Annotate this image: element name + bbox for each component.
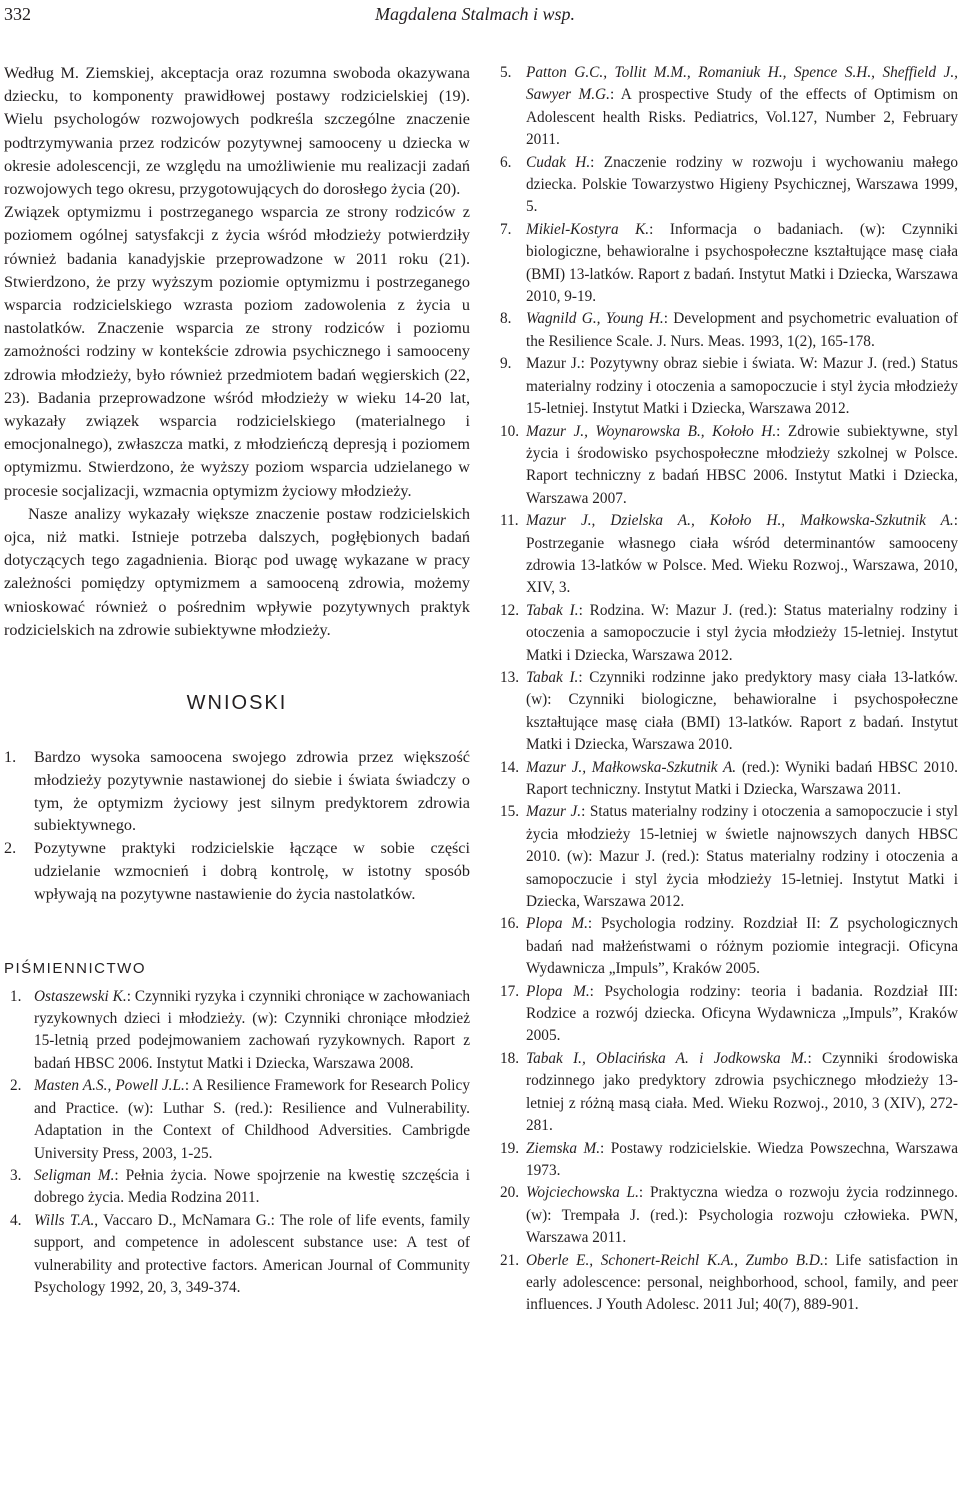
reference-item	[4, 1165, 470, 1210]
reference-item	[500, 1138, 958, 1183]
running-head: Magdalena Stalmach i wsp.	[375, 4, 575, 24]
reference-text: : Zdrowie subiektywne, styl życia i środowisko psychospołeczne młodzieży szkolnej w Polsce. Raport techniczny z badań HBSC 2006. Instytut Matki i Dziecka, Warszawa 2007.	[526, 422, 959, 507]
reference-number: 15.	[500, 803, 520, 821]
reference-authors: Mikiel-Kostyra K.	[526, 220, 650, 238]
reference-number: 5.	[500, 64, 512, 81]
body-paragraph: Związek optymizmu i postrzeganego wsparcia ze strony rodziców z poziomem ogólnej satysfakcji z życia wśród młodzieży potwierdziły również badania kanadyjskie przeprowadzone w 2011 roku (21). Stwierdzono, że przy wyższym poziomie optymizmu i postrzeganego wsparcia rodzicielskiego wzrasta poziom zadowolenia z życia u nastolatków. Znaczenie wsparcia ze strony rodziców i poziomu zamożności rodziny w kontekście zdrowia psychicznego i samooceny zdrowia młodzieży, było również przedmiotem badań węgierskich (22, 23). Badania przeprowadzone wśród młodzieży w wieku 14-20 lat, wykazały związek wsparcia rodzicielskiego (materialnego i emocjonalnego), zwłaszcza matki, z młodzieńczą depresją i poziomem optymizmu. Stwierdzono, że wyższy poziom wsparcia udzielanego w procesie socjalizacji, wzmacnia optymizm życiowy młodzieży.	[4, 203, 470, 500]
reference-item	[500, 757, 958, 802]
body-paragraph: Nasze analizy wykazały większe znaczenie postaw rodzicielskich ojca, niż matki. Istnieje potrzeba dalszych, pogłębionych badań dotyczących tego zagadnienia. Biorąc pod uwagę wykazane w pracy zależności pomiędzy optymizmem a samooceną zdrowia, możemy wnioskować również o pośrednim wpływie pozytywnych praktyk rodzicielskich na zdrowie subiektywne młodzieży.	[4, 504, 470, 639]
body-paragraph: Według M. Ziemskiej, akceptacja oraz rozumna swoboda okazywana dziecku, to komponenty prawidłowej postawy rodzicielskiej (19). Wielu psychologów rozwojowych podkreśla szczególne znaczenie podtrzymywania przez rodziców pozytywnej samooceny u dziecka w okresie adolescencji, ze względu na umożliwienie mu realizacji zadań rozwojowych tego okresu, przygotowujących do dorosłego życia (20).	[4, 64, 470, 199]
reference-number: 4.	[10, 1211, 22, 1229]
reference-item	[500, 1250, 958, 1317]
reference-authors: Ostaszewski K.	[34, 987, 127, 1005]
reference-number: 18.	[500, 1049, 520, 1067]
conclusions-heading: WNIOSKI	[186, 692, 288, 715]
reference-text: (red.): Wyniki badań HBSC 2010. Raport techniczny. Instytut Matki i Dziecka, Warszawa 2011.	[526, 758, 958, 798]
reference-number: 9.	[500, 355, 512, 373]
reference-number: 3.	[10, 1166, 22, 1184]
reference-item	[500, 152, 958, 219]
reference-number: 10.	[500, 422, 520, 440]
reference-number: 8.	[500, 310, 512, 328]
reference-number: 20.	[500, 1184, 520, 1202]
reference-text: : Development and psychometric evaluation of the Resilience Scale. J. Nurs. Meas. 1993, 1(2), 165-178.	[526, 310, 958, 350]
reference-item	[4, 1075, 470, 1165]
reference-text: : Czynniki środowiska rodzinnego jako predyktory zdrowia psychicznego młodzieży 13-letniej z różną masą ciała. Med. Wieku Rozwoj., 2010, 3 (XIV), 272-281.	[526, 1049, 958, 1135]
reference-item	[500, 308, 958, 353]
conclusion-number: 2.	[4, 839, 17, 858]
reference-text: Mazur J.: Pozytywny obraz siebie i świata. W: Mazur J. (red.) Status materialny rodziny i otoczenia a samopoczucie i styl życia młodzieży 15-letniej. Instytut Matki i Dziecka, Warszawa 2012.	[526, 355, 958, 418]
reference-number: 1.	[10, 987, 22, 1005]
reference-number: 7.	[500, 220, 512, 238]
conclusion-text: Bardzo wysoka samoocena swojego zdrowia przez większość młodzieży pozytywnie nastawionej do siebie i świata świadczy o tym, że optymizm życiowy jest silnym predyktorem zdrowia subiektywnego.	[34, 748, 470, 835]
reference-number: 16.	[500, 915, 520, 933]
reference-item	[500, 913, 958, 980]
reference-text: : Znaczenie rodziny w rozwoju i wychowaniu małego dziecka. Polskie Towarzystwo Higieny Psychicznej, Warszawa 1999, 5.	[526, 153, 958, 216]
conclusions-list	[4, 746, 470, 906]
reference-authors: Wills T.A.	[34, 1211, 95, 1229]
reference-number: 17.	[500, 982, 520, 1000]
reference-text: : Czynniki ryzyka i czynniki chroniące w zachowaniach ryzykownych dzieci i młodzieży. (w): Czynniki chroniące młodzież 15-letnią przed podejmowaniem zachowań ryzykownych. Raport z badań HBSC 2006. Instytut Matki i Dziecka, Warszawa 2008.	[34, 987, 470, 1072]
reference-item	[500, 600, 958, 667]
reference-authors: Cudak H.	[526, 153, 591, 171]
reference-item	[4, 1210, 470, 1300]
references-heading: PIŚMIENNICTWO	[4, 959, 146, 977]
reference-text: : A Resilience Framework for Research Policy and Practice. (w): Luthar S. (red.): Resilience and Vulnerability. Adaptation in the Context of Childhood Adversities. Cambrigde University Press, 2003, 1-25.	[34, 1077, 470, 1162]
reference-authors: Mazur J.	[526, 803, 582, 821]
reference-text: : Psychologia rodziny. Rozdział II: Z psychologicznych badań nad małżeństwami o różnym poziomie integracji. Oficyna Wydawnicza „Impuls”, Kraków 2005.	[526, 915, 958, 978]
reference-text: : A prospective Study of the effects of Optimism on Adolescent health Risks. Pediatrics, Vol.127, Number 2, February 2011.	[526, 86, 959, 149]
page-number: 332	[4, 4, 31, 24]
reference-authors: Seligman M.	[34, 1166, 115, 1184]
reference-authors: Wagnild G., Young H.	[526, 310, 664, 328]
reference-number: 19.	[500, 1139, 520, 1157]
reference-authors: Tabak I.	[526, 668, 579, 686]
conclusion-number: 1.	[4, 748, 17, 767]
reference-text: : Informacja o badaniach. (w): Czynniki biologiczne, behawioralne i psychospołeczne kształtujące masę ciała (BMI) 13-latków. Raport z badań. Instytut Matki i Dziecka, Warszawa 2010, 9-19.	[526, 220, 958, 306]
reference-number: 14.	[500, 758, 520, 776]
right-column	[500, 62, 958, 1317]
conclusion-item	[4, 746, 470, 837]
reference-number: 13.	[500, 668, 520, 686]
reference-text: : Postawy rodzicielskie. Wiedza Powszechna, Warszawa 1973.	[526, 1139, 958, 1179]
reference-text: : Postrzeganie własnego ciała wśród determinantów samooceny zdrowia 13-latków w Polsce. Med. Wieku Rozwoj., Warszawa, 2010, XIV, 3.	[526, 512, 958, 597]
reference-authors: Wojciechowska L.	[526, 1184, 639, 1202]
reference-item	[500, 981, 958, 1048]
left-column	[4, 62, 470, 1299]
reference-text: : Life satisfaction in early adolescence: personal, neighborhood, school, family, and peer influences. J Youth Adolesc. 2011 Jul; 40(7), 889-901.	[526, 1251, 958, 1314]
page-header	[0, 0, 960, 40]
reference-item	[500, 801, 958, 913]
references-list-right	[500, 62, 958, 1317]
reference-number: 6.	[500, 153, 512, 171]
reference-number: 11.	[500, 512, 519, 530]
conclusion-text: Pozytywne praktyki rodzicielskie łączące w sobie części udzielanie wzmocnień i dobrą kontrolę, w istotny sposób wpływają na pozytywne nastawienie do życia nastolatków.	[34, 839, 470, 903]
reference-authors: Patton G.C., Tollit M.M., Romaniuk H., Spence S.H., Sheffield J., Sawyer M.G.	[526, 64, 958, 104]
reference-item	[500, 510, 958, 600]
reference-number: 2.	[10, 1077, 22, 1095]
reference-item	[500, 1182, 958, 1249]
reference-item	[500, 219, 958, 309]
reference-authors: Ziemska M.	[526, 1139, 601, 1157]
reference-authors: Oberle E., Schonert-Reichl K.A., Zumbo B.D.	[526, 1251, 824, 1269]
reference-text: : Czynniki rodzinne jako predyktory masy ciała 13-latków. (w): Czynniki biologiczne, behawioralne i psychospołeczne kształtujące masę ciała (BMI) 13-latków. Raport z badań. Instytut Matki i Dziecka, Warszawa 2010.	[526, 668, 958, 754]
reference-authors: Tabak I.	[526, 601, 579, 619]
reference-number: 21.	[500, 1251, 520, 1269]
conclusion-item	[4, 837, 470, 905]
reference-item	[500, 667, 958, 757]
reference-authors: Mazur J., Małkowska-Szkutnik A.	[526, 758, 737, 776]
reference-authors: Tabak I., Oblacińska A. i Jodkowska M.	[526, 1049, 808, 1067]
reference-item	[500, 353, 958, 420]
reference-item	[4, 986, 470, 1076]
reference-text: : Praktyczna wiedza o rozwoju życia rodzinnego. (w): Trempała J. (red.): Psychologia rozwoju człowieka. PWN, Warszawa 2011.	[526, 1184, 958, 1247]
reference-item	[500, 421, 958, 511]
reference-item	[500, 1048, 958, 1138]
reference-authors: Plopa M.	[526, 982, 590, 1000]
reference-authors: Plopa M.	[526, 915, 588, 933]
reference-text: , Vaccaro D., McNamara G.: The role of life events, family support, and competence in adolescent substance use: A test of vulnerability and protective factors. American Journal of Community Psychology 1992, 20, 3, 349-374.	[34, 1211, 470, 1296]
references-list-left	[4, 986, 470, 1300]
reference-text: : Psychologia rodziny: teoria i badania. Rozdział III: Rodzice a rozwój dziecka. Oficyna Wydawnicza „Impuls”, Kraków 2005.	[526, 982, 958, 1045]
reference-text: : Rodzina. W: Mazur J. (red.): Status materialny rodziny i otoczenia a samopoczucie i styl życia młodzieży 15-letniej. Instytut Matki i Dziecka, Warszawa 2012.	[526, 601, 958, 664]
reference-authors: Mazur J., Woynarowska B., Kołoło H.	[526, 422, 777, 440]
reference-item	[500, 62, 958, 152]
reference-authors: Mazur J., Dzielska A., Kołoło H., Małkowska-Szkutnik A.	[526, 512, 954, 530]
reference-authors: Masten A.S., Powell J.L.	[34, 1077, 185, 1095]
reference-text: : Status materialny rodziny i otoczenia a samopoczucie i styl życia młodzieży 15-letniej w świetle najnowszych danych HBSC 2010. (w): Mazur J. (red.): Status materialny rodziny i otoczenia a samopoczucie i styl życia młodzieży 15-letniej. Instytut Matki i Dziecka, Warszawa 2012.	[526, 803, 958, 911]
reference-number: 12.	[500, 601, 520, 619]
reference-text: : Pełnia życia. Nowe spojrzenie na kwestię szczęścia i dobrego życia. Media Rodzina 2011.	[34, 1166, 471, 1207]
